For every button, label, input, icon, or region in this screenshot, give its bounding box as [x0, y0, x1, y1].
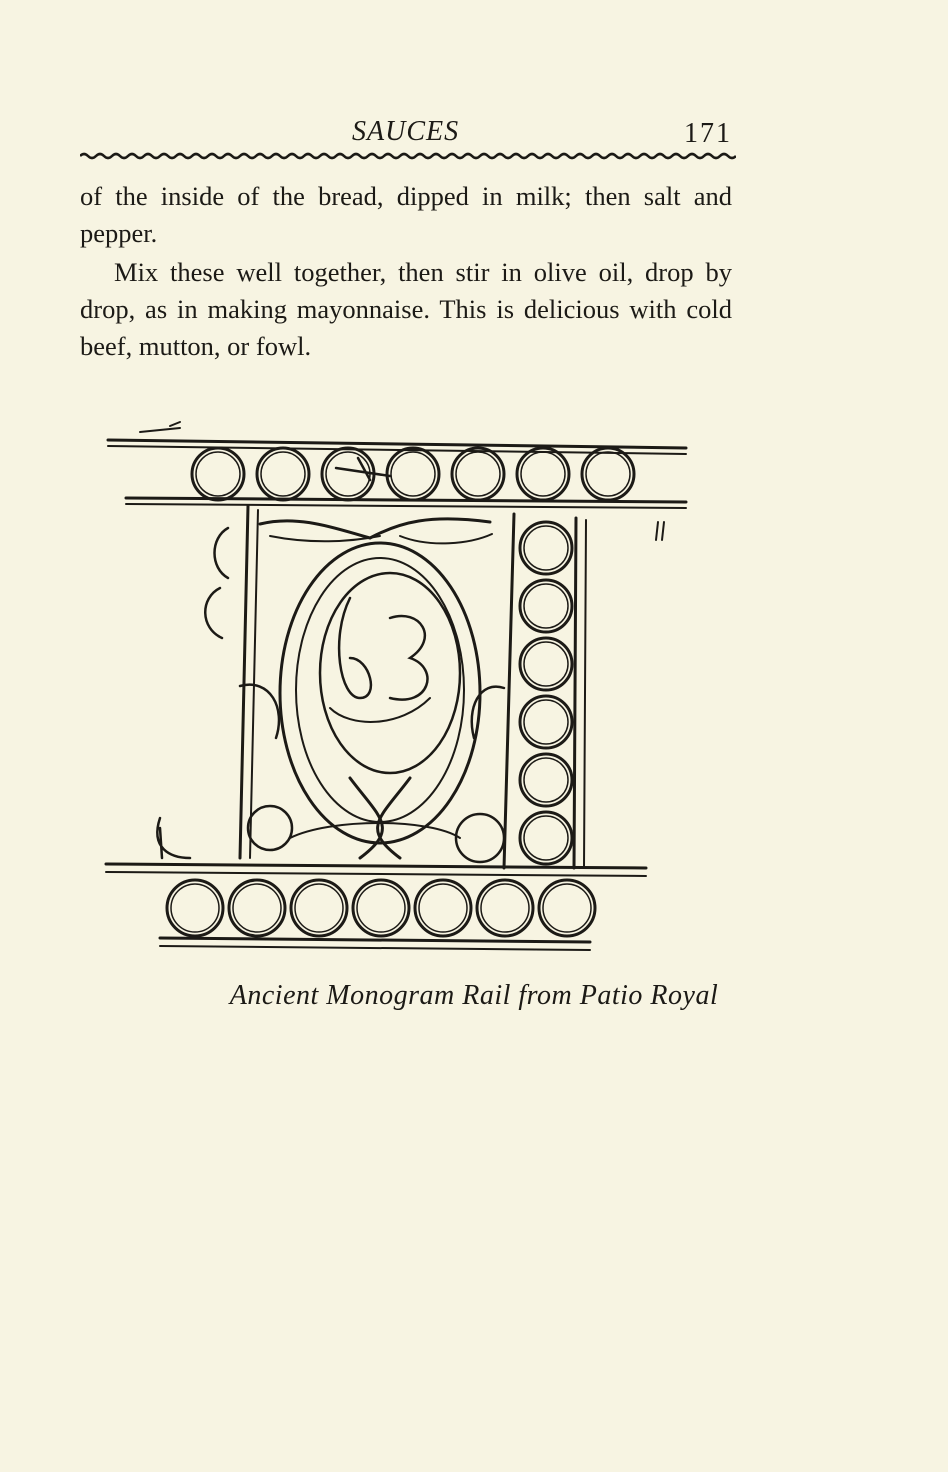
- bottom-rail-ring-inner: [295, 884, 343, 932]
- side-ring: [520, 638, 572, 690]
- wavy-header-rule: [80, 150, 736, 162]
- top-rail-ring-inner: [391, 452, 435, 496]
- frame: [205, 506, 664, 868]
- top-rail-ring: [192, 448, 244, 500]
- side-ring-inner: [524, 642, 568, 686]
- bottom-rail-ring: [291, 880, 347, 936]
- bottom-rail-ring: [167, 880, 223, 936]
- side-ring-inner: [524, 526, 568, 570]
- figure-caption: Ancient Monogram Rail from Patio Royal: [229, 980, 719, 1011]
- bottom-rail-ring-inner: [481, 884, 529, 932]
- top-scroll: [260, 519, 492, 544]
- bottom-rail-ring: [415, 880, 471, 936]
- bottom-rail: [106, 818, 646, 950]
- top-rail-ring: [452, 448, 504, 500]
- section-title: SAUCES: [352, 116, 460, 147]
- side-ring: [520, 522, 572, 574]
- top-rail-ring-inner: [456, 452, 500, 496]
- bottom-rail-ring-inner: [543, 884, 591, 932]
- top-rail: [108, 422, 686, 508]
- side-ring: [520, 812, 572, 864]
- side-ring-inner: [524, 758, 568, 802]
- bottom-rail-ring: [353, 880, 409, 936]
- top-rail-ring-inner: [586, 452, 630, 496]
- side-ring-inner: [524, 700, 568, 744]
- side-ring-column: [520, 522, 572, 864]
- bottom-rail-ring-inner: [171, 884, 219, 932]
- paragraph: of the inside of the bread, dipped in milk; then salt and pepper.: [80, 181, 732, 248]
- top-rail-ring: [257, 448, 309, 500]
- bottom-rail-ring: [229, 880, 285, 936]
- bottom-rail-ring-inner: [357, 884, 405, 932]
- twisted-stem: [248, 778, 504, 862]
- monogram-medallion: [240, 543, 504, 843]
- top-rail-ring-inner: [261, 452, 305, 496]
- page-number: 171: [684, 118, 732, 149]
- top-rail-ring: [387, 448, 439, 500]
- bottom-rail-ring: [477, 880, 533, 936]
- side-ring: [520, 754, 572, 806]
- running-head: [80, 110, 736, 158]
- top-rail-ring-inner: [521, 452, 565, 496]
- side-ring-inner: [524, 816, 568, 860]
- top-rail-ring-inner: [196, 452, 240, 496]
- bottom-rail-ring-inner: [233, 884, 281, 932]
- monogram-rail-illustration: [100, 418, 700, 970]
- paragraph: Mix these well together, then stir in olive oil, drop by drop, as in making mayonnaise. This is delicious with cold beef, mutton, or fowl.: [80, 257, 732, 361]
- bottom-rail-ring-inner: [419, 884, 467, 932]
- side-ring-inner: [524, 584, 568, 628]
- bottom-rail-ring: [539, 880, 595, 936]
- top-rail-ring: [517, 448, 569, 500]
- top-rail-ring-inner: [326, 452, 370, 496]
- top-rail-ring: [582, 448, 634, 500]
- side-ring: [520, 696, 572, 748]
- body-text: [80, 178, 732, 365]
- side-ring: [520, 580, 572, 632]
